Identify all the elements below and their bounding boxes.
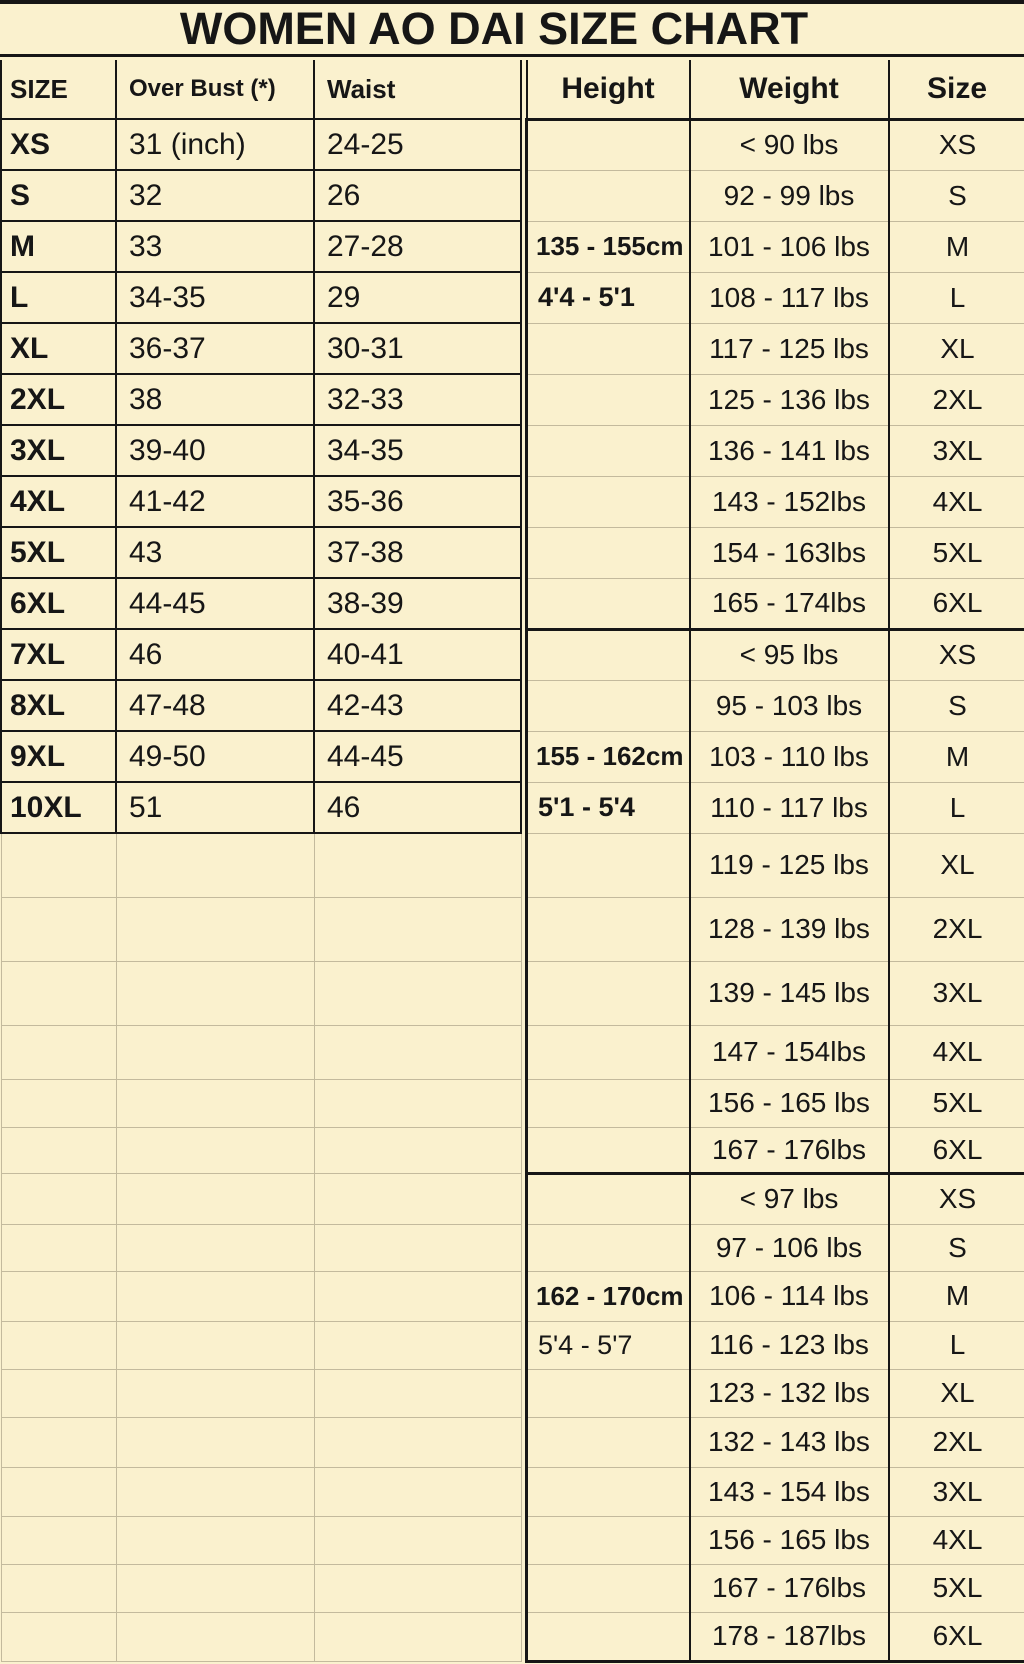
- height-cell: [527, 1127, 690, 1173]
- bust-cell: 49-50: [116, 731, 314, 782]
- measurement-row: [1, 425, 521, 476]
- empty-cell: [314, 1271, 521, 1321]
- empty-row: [1, 1369, 521, 1417]
- weight-range-cell: 156 - 165 lbs: [690, 1516, 889, 1564]
- weight-range-cell: 143 - 154 lbs: [690, 1467, 889, 1516]
- waist-cell: 26: [314, 170, 521, 221]
- empty-cell: [116, 1417, 314, 1467]
- size-cell: 8XL: [1, 680, 116, 731]
- size-value-cell: 6XL: [889, 1612, 1024, 1661]
- measurement-row: [1, 629, 521, 680]
- empty-cell: [1, 897, 116, 961]
- size-cell: 2XL: [1, 374, 116, 425]
- weight-size-row: [527, 897, 1024, 961]
- height-cell: [527, 1025, 690, 1079]
- size-value-cell: S: [889, 170, 1024, 221]
- size-cell: L: [1, 272, 116, 323]
- empty-cell: [1, 1271, 116, 1321]
- weight-range-cell: < 97 lbs: [690, 1173, 889, 1224]
- waist-cell: 30-31: [314, 323, 521, 374]
- bust-cell: 47-48: [116, 680, 314, 731]
- empty-row: [1, 1271, 521, 1321]
- measurement-row: [1, 272, 521, 323]
- empty-cell: [1, 1516, 116, 1564]
- size-value-cell: 6XL: [889, 1127, 1024, 1173]
- size-value-cell: XS: [889, 119, 1024, 170]
- empty-cell: [116, 1369, 314, 1417]
- size-cell: S: [1, 170, 116, 221]
- weight-range-cell: 103 - 110 lbs: [690, 731, 889, 782]
- height-cell: [527, 1612, 690, 1661]
- size-value-cell: 2XL: [889, 374, 1024, 425]
- empty-cell: [314, 1025, 521, 1079]
- size-value-cell: M: [889, 731, 1024, 782]
- weight-range-cell: 139 - 145 lbs: [690, 961, 889, 1025]
- empty-cell: [1, 1224, 116, 1271]
- weight-size-row: [527, 1612, 1024, 1661]
- empty-row: [1, 1127, 521, 1173]
- size-cell: 10XL: [1, 782, 116, 833]
- weight-size-row: [527, 578, 1024, 629]
- measurements-table: [0, 60, 522, 1662]
- size-column-header: SIZE: [1, 60, 116, 119]
- empty-row: [1, 1417, 521, 1467]
- empty-cell: [116, 833, 314, 897]
- height-cell: [527, 323, 690, 374]
- waist-column-header: Waist: [314, 60, 521, 119]
- empty-cell: [314, 961, 521, 1025]
- empty-row: [1, 1321, 521, 1369]
- bust-cell: 43: [116, 527, 314, 578]
- weight-size-row: [527, 1564, 1024, 1612]
- bust-cell: 51: [116, 782, 314, 833]
- size-column-header: Size: [889, 60, 1024, 119]
- empty-cell: [314, 1321, 521, 1369]
- empty-cell: [314, 1564, 521, 1612]
- weight-size-row: [527, 1079, 1024, 1127]
- measurement-row: [1, 476, 521, 527]
- weight-range-cell: 128 - 139 lbs: [690, 897, 889, 961]
- weight-size-row: [527, 374, 1024, 425]
- size-value-cell: L: [889, 272, 1024, 323]
- empty-cell: [116, 1612, 314, 1661]
- weight-size-row: [527, 782, 1024, 833]
- size-cell: 5XL: [1, 527, 116, 578]
- size-value-cell: 3XL: [889, 425, 1024, 476]
- empty-cell: [116, 1224, 314, 1271]
- height-cell: [527, 1369, 690, 1417]
- height-cell: [527, 680, 690, 731]
- height-cell: [527, 527, 690, 578]
- weight-size-row: [527, 1369, 1024, 1417]
- empty-cell: [1, 1025, 116, 1079]
- weight-size-row: [527, 221, 1024, 272]
- weight-size-row: [527, 1516, 1024, 1564]
- waist-cell: 24-25: [314, 119, 521, 170]
- bust-cell: 44-45: [116, 578, 314, 629]
- bust-column-header: Over Bust (*): [116, 60, 314, 119]
- weight-range-cell: 117 - 125 lbs: [690, 323, 889, 374]
- empty-cell: [314, 833, 521, 897]
- measurements-header-row: [1, 60, 521, 119]
- waist-cell: 42-43: [314, 680, 521, 731]
- weight-size-row: [527, 1127, 1024, 1173]
- measurement-row: [1, 782, 521, 833]
- height-cm-label: 135 - 155cm: [527, 221, 690, 272]
- height-ft-label: 5'1 - 5'4: [527, 782, 690, 833]
- height-cm-label: 162 - 170cm: [527, 1271, 690, 1321]
- weight-range-cell: 119 - 125 lbs: [690, 833, 889, 897]
- height-cell: [527, 1516, 690, 1564]
- empty-cell: [116, 1516, 314, 1564]
- empty-cell: [1, 1173, 116, 1224]
- size-value-cell: 2XL: [889, 897, 1024, 961]
- size-value-cell: M: [889, 221, 1024, 272]
- empty-row: [1, 897, 521, 961]
- bust-cell: 32: [116, 170, 314, 221]
- size-value-cell: L: [889, 782, 1024, 833]
- weight-size-row: [527, 833, 1024, 897]
- empty-cell: [1, 1467, 116, 1516]
- waist-cell: 37-38: [314, 527, 521, 578]
- empty-cell: [1, 1564, 116, 1612]
- height-weight-header-row: [527, 60, 1024, 119]
- weight-size-row: [527, 1467, 1024, 1516]
- size-value-cell: XL: [889, 833, 1024, 897]
- bust-cell: 36-37: [116, 323, 314, 374]
- page-title: WOMEN AO DAI SIZE CHART: [0, 4, 1024, 57]
- measurement-row: [1, 731, 521, 782]
- size-value-cell: S: [889, 1224, 1024, 1271]
- size-value-cell: 3XL: [889, 961, 1024, 1025]
- height-cell: [527, 1564, 690, 1612]
- bust-cell: 39-40: [116, 425, 314, 476]
- measurement-row: [1, 170, 521, 221]
- empty-cell: [116, 1127, 314, 1173]
- weight-range-cell: 147 - 154lbs: [690, 1025, 889, 1079]
- weight-size-row: [527, 323, 1024, 374]
- measurement-row: [1, 578, 521, 629]
- weight-size-row: [527, 170, 1024, 221]
- empty-cell: [116, 1321, 314, 1369]
- measurement-row: [1, 221, 521, 272]
- empty-cell: [1, 1079, 116, 1127]
- empty-row: [1, 1612, 521, 1661]
- empty-cell: [116, 1271, 314, 1321]
- empty-cell: [314, 1369, 521, 1417]
- weight-range-cell: 143 - 152lbs: [690, 476, 889, 527]
- measurements-table-body: [1, 119, 521, 1661]
- empty-cell: [116, 1467, 314, 1516]
- empty-cell: [116, 1025, 314, 1079]
- weight-size-row: [527, 119, 1024, 170]
- size-value-cell: XS: [889, 1173, 1024, 1224]
- weight-size-row: [527, 961, 1024, 1025]
- weight-range-cell: 97 - 106 lbs: [690, 1224, 889, 1271]
- height-cell: [527, 961, 690, 1025]
- bust-cell: 41-42: [116, 476, 314, 527]
- height-cell: [527, 374, 690, 425]
- measurement-row: [1, 374, 521, 425]
- weight-size-row: [527, 1224, 1024, 1271]
- waist-cell: 27-28: [314, 221, 521, 272]
- empty-cell: [116, 1079, 314, 1127]
- height-cell: [527, 425, 690, 476]
- bust-cell: 34-35: [116, 272, 314, 323]
- waist-cell: 46: [314, 782, 521, 833]
- weight-range-cell: 101 - 106 lbs: [690, 221, 889, 272]
- empty-row: [1, 961, 521, 1025]
- weight-range-cell: < 95 lbs: [690, 629, 889, 680]
- weight-size-row: [527, 1173, 1024, 1224]
- empty-row: [1, 1025, 521, 1079]
- size-value-cell: L: [889, 1321, 1024, 1369]
- weight-range-cell: 178 - 187lbs: [690, 1612, 889, 1661]
- empty-cell: [1, 1127, 116, 1173]
- empty-cell: [314, 897, 521, 961]
- weight-range-cell: 132 - 143 lbs: [690, 1417, 889, 1467]
- empty-cell: [314, 1173, 521, 1224]
- weight-size-row: [527, 731, 1024, 782]
- height-cell: [527, 1224, 690, 1271]
- empty-cell: [1, 1321, 116, 1369]
- weight-size-row: [527, 680, 1024, 731]
- height-cell: [527, 476, 690, 527]
- weight-range-cell: 110 - 117 lbs: [690, 782, 889, 833]
- weight-size-row: [527, 1417, 1024, 1467]
- empty-row: [1, 833, 521, 897]
- empty-row: [1, 1224, 521, 1271]
- empty-row: [1, 1173, 521, 1224]
- weight-range-cell: 165 - 174lbs: [690, 578, 889, 629]
- height-cell: [527, 629, 690, 680]
- waist-cell: 44-45: [314, 731, 521, 782]
- bust-cell: 31 (inch): [116, 119, 314, 170]
- height-cell: [527, 170, 690, 221]
- size-value-cell: XS: [889, 629, 1024, 680]
- size-value-cell: XL: [889, 323, 1024, 374]
- waist-cell: 40-41: [314, 629, 521, 680]
- empty-cell: [314, 1467, 521, 1516]
- weight-range-cell: 154 - 163lbs: [690, 527, 889, 578]
- height-cell: [527, 1173, 690, 1224]
- size-value-cell: 6XL: [889, 578, 1024, 629]
- height-weight-table-body: [527, 119, 1024, 1661]
- weight-size-row: [527, 272, 1024, 323]
- empty-row: [1, 1516, 521, 1564]
- weight-range-cell: 116 - 123 lbs: [690, 1321, 889, 1369]
- weight-range-cell: 167 - 176lbs: [690, 1564, 889, 1612]
- weight-range-cell: 95 - 103 lbs: [690, 680, 889, 731]
- weight-range-cell: 167 - 176lbs: [690, 1127, 889, 1173]
- height-cell: [527, 897, 690, 961]
- empty-cell: [314, 1417, 521, 1467]
- size-cell: 3XL: [1, 425, 116, 476]
- height-column-header: Height: [527, 60, 690, 119]
- size-value-cell: 5XL: [889, 1079, 1024, 1127]
- weight-range-cell: < 90 lbs: [690, 119, 889, 170]
- height-cell: [527, 1467, 690, 1516]
- weight-range-cell: 108 - 117 lbs: [690, 272, 889, 323]
- height-cell: [527, 1417, 690, 1467]
- weight-range-cell: 156 - 165 lbs: [690, 1079, 889, 1127]
- waist-cell: 38-39: [314, 578, 521, 629]
- measurement-row: [1, 119, 521, 170]
- empty-cell: [314, 1079, 521, 1127]
- empty-row: [1, 1564, 521, 1612]
- height-cell: [527, 1079, 690, 1127]
- size-value-cell: S: [889, 680, 1024, 731]
- waist-cell: 29: [314, 272, 521, 323]
- bust-cell: 46: [116, 629, 314, 680]
- weight-size-row: [527, 1271, 1024, 1321]
- waist-cell: 35-36: [314, 476, 521, 527]
- waist-cell: 32-33: [314, 374, 521, 425]
- height-weight-table: [525, 60, 1024, 1663]
- weight-size-row: [527, 629, 1024, 680]
- empty-cell: [1, 833, 116, 897]
- measurement-row: [1, 527, 521, 578]
- size-value-cell: 5XL: [889, 1564, 1024, 1612]
- empty-row: [1, 1079, 521, 1127]
- size-value-cell: 3XL: [889, 1467, 1024, 1516]
- size-value-cell: XL: [889, 1369, 1024, 1417]
- size-value-cell: 4XL: [889, 476, 1024, 527]
- size-cell: XS: [1, 119, 116, 170]
- height-cell: [527, 119, 690, 170]
- size-cell: 6XL: [1, 578, 116, 629]
- empty-row: [1, 1467, 521, 1516]
- size-cell: 4XL: [1, 476, 116, 527]
- weight-range-cell: 136 - 141 lbs: [690, 425, 889, 476]
- size-cell: XL: [1, 323, 116, 374]
- weight-range-cell: 125 - 136 lbs: [690, 374, 889, 425]
- bust-cell: 38: [116, 374, 314, 425]
- height-cell: [527, 578, 690, 629]
- weight-size-row: [527, 1321, 1024, 1369]
- size-value-cell: 4XL: [889, 1516, 1024, 1564]
- empty-cell: [116, 1173, 314, 1224]
- empty-cell: [314, 1224, 521, 1271]
- size-value-cell: 4XL: [889, 1025, 1024, 1079]
- measurement-row: [1, 680, 521, 731]
- size-cell: 9XL: [1, 731, 116, 782]
- measurement-row: [1, 323, 521, 374]
- empty-cell: [1, 961, 116, 1025]
- empty-cell: [314, 1612, 521, 1661]
- empty-cell: [116, 961, 314, 1025]
- empty-cell: [116, 1564, 314, 1612]
- height-cm-label: 155 - 162cm: [527, 731, 690, 782]
- weight-size-row: [527, 527, 1024, 578]
- empty-cell: [314, 1516, 521, 1564]
- weight-size-row: [527, 1025, 1024, 1079]
- weight-size-row: [527, 425, 1024, 476]
- waist-cell: 34-35: [314, 425, 521, 476]
- height-cell: [527, 833, 690, 897]
- size-value-cell: M: [889, 1271, 1024, 1321]
- height-ft-label: 5'4 - 5'7: [527, 1321, 690, 1369]
- size-cell: 7XL: [1, 629, 116, 680]
- empty-cell: [314, 1127, 521, 1173]
- size-value-cell: 5XL: [889, 527, 1024, 578]
- empty-cell: [1, 1369, 116, 1417]
- size-cell: M: [1, 221, 116, 272]
- bust-cell: 33: [116, 221, 314, 272]
- empty-cell: [116, 897, 314, 961]
- empty-cell: [1, 1417, 116, 1467]
- weight-range-cell: 123 - 132 lbs: [690, 1369, 889, 1417]
- weight-range-cell: 92 - 99 lbs: [690, 170, 889, 221]
- empty-cell: [1, 1612, 116, 1661]
- weight-size-row: [527, 476, 1024, 527]
- height-ft-label: 4'4 - 5'1: [527, 272, 690, 323]
- weight-range-cell: 106 - 114 lbs: [690, 1271, 889, 1321]
- size-value-cell: 2XL: [889, 1417, 1024, 1467]
- weight-column-header: Weight: [690, 60, 889, 119]
